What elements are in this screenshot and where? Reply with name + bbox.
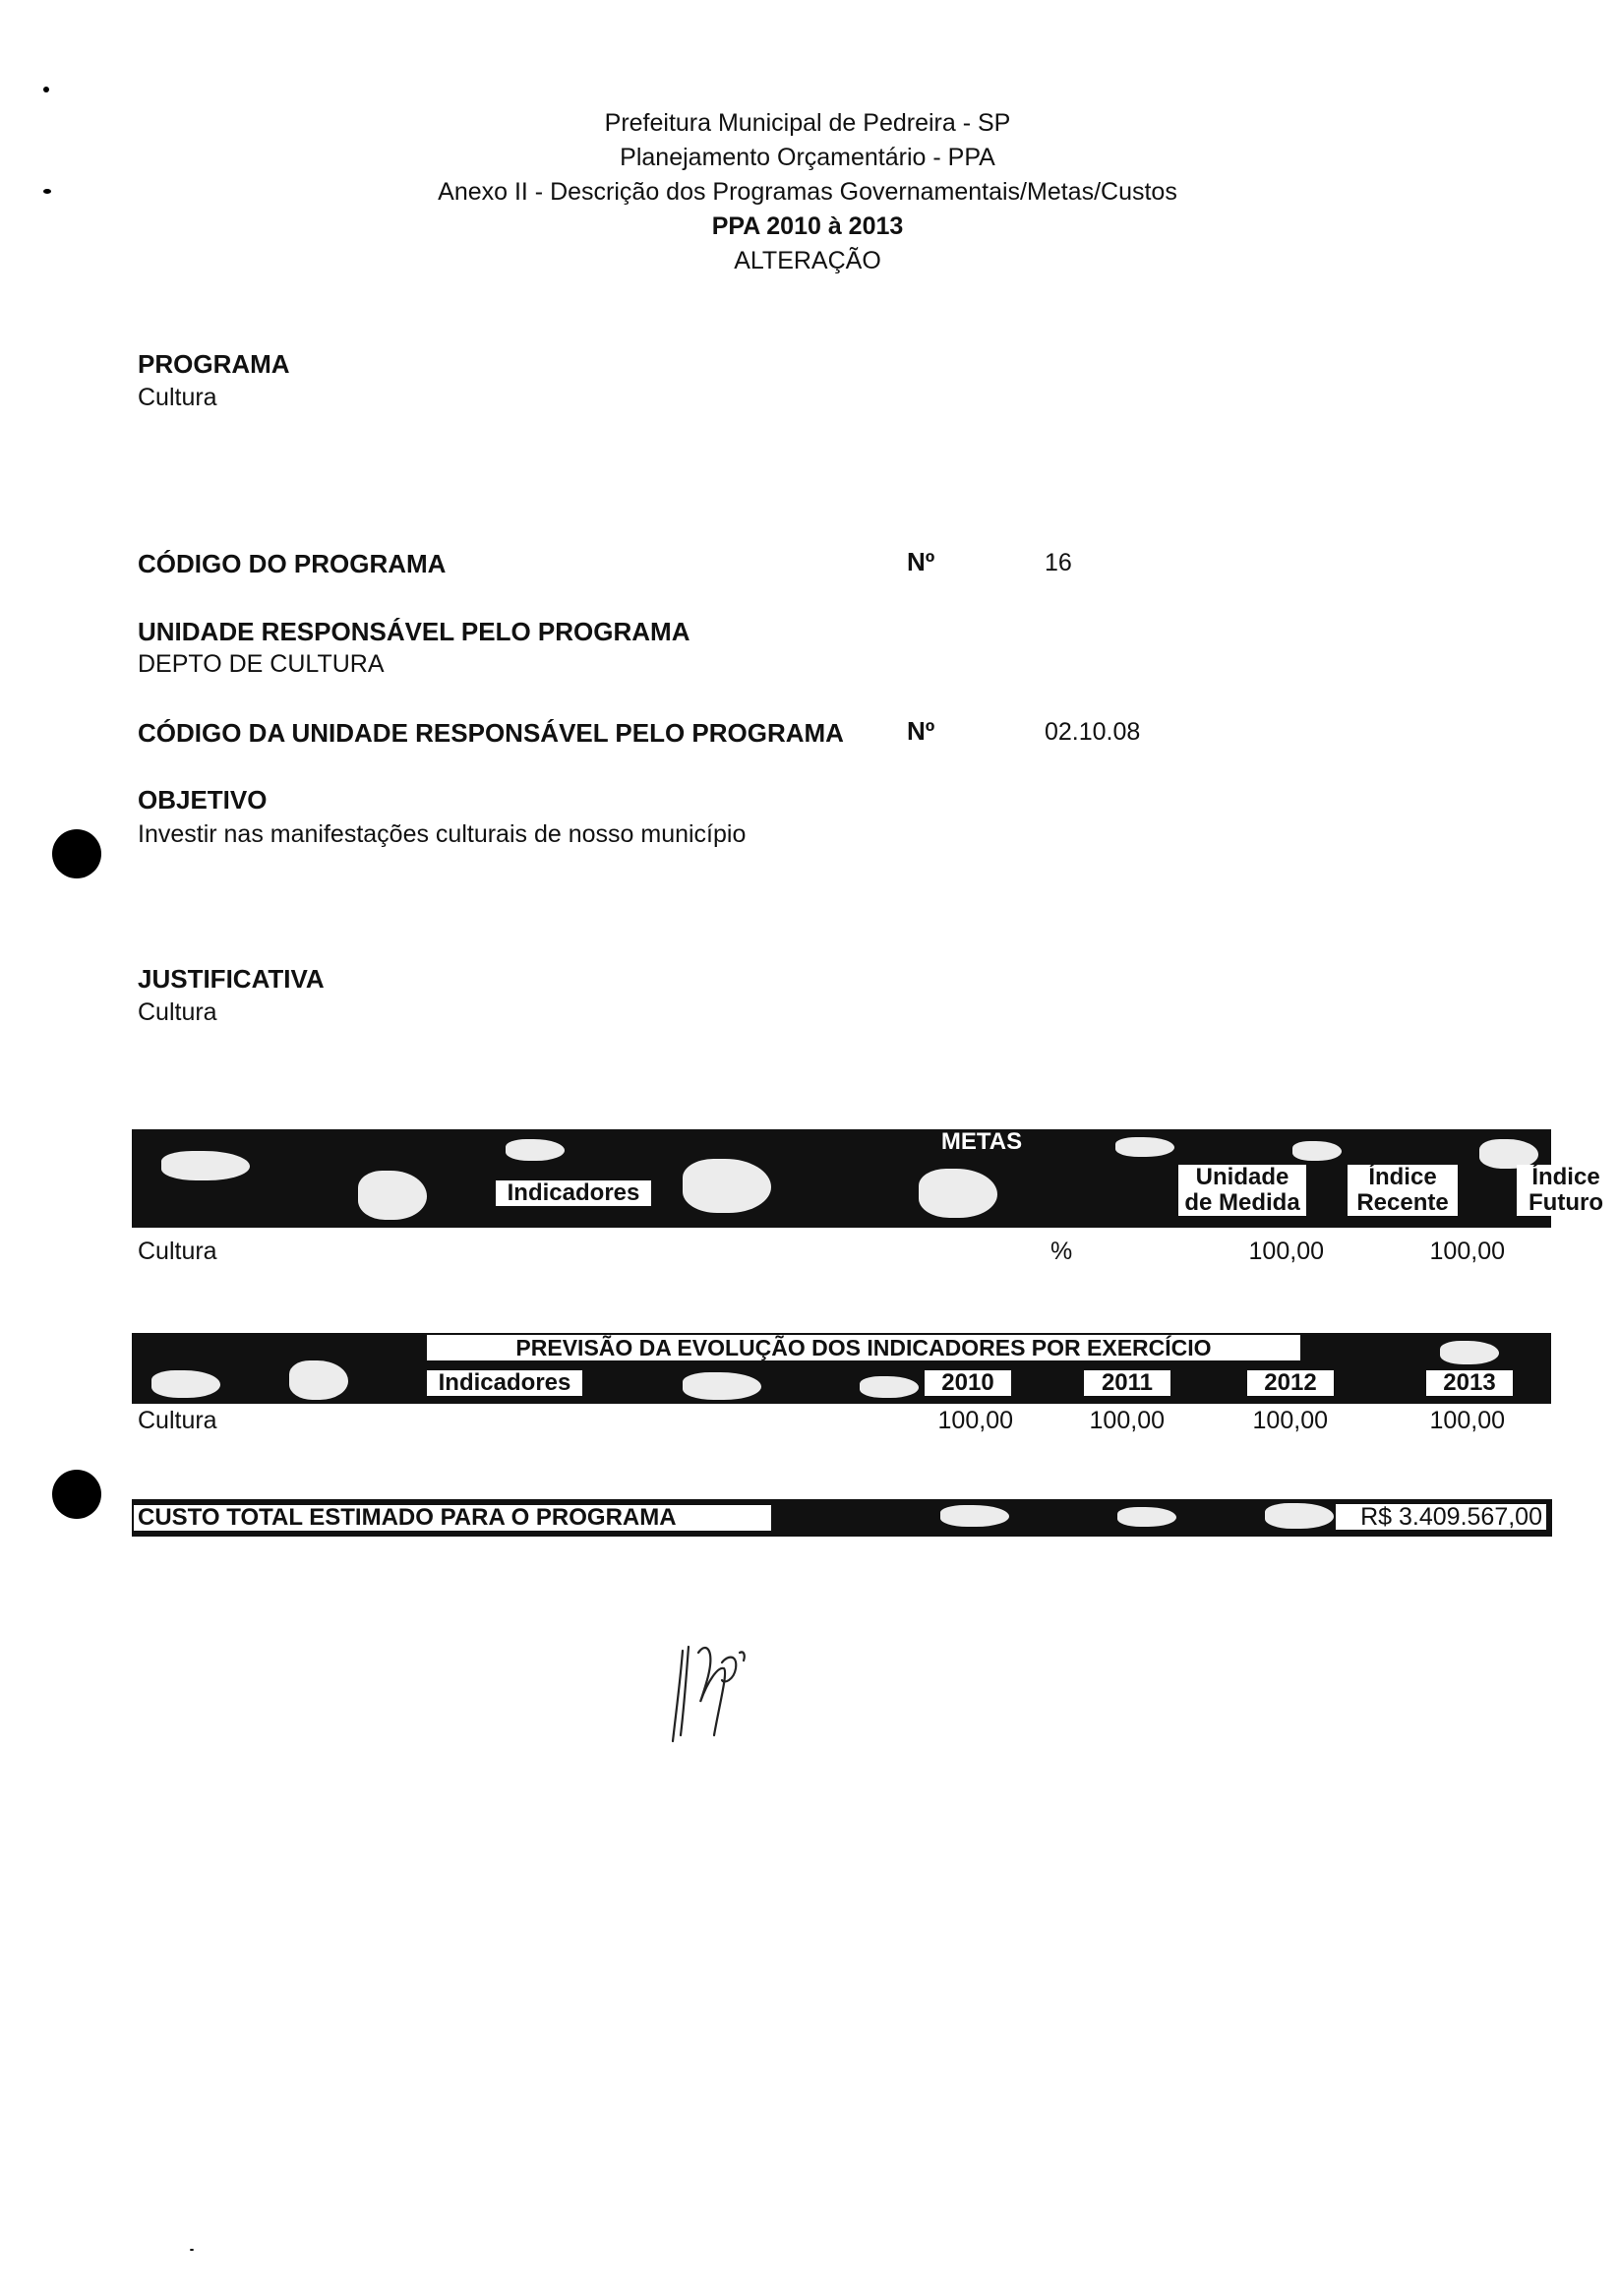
codigo-programa-label: CÓDIGO DO PROGRAMA <box>138 549 447 578</box>
scan-speck <box>190 2249 194 2251</box>
header-ppa-period: PPA 2010 à 2013 <box>711 212 904 240</box>
metas-col-indice-futuro: Índice Futuro <box>1513 1165 1619 1216</box>
punch-hole <box>52 1470 101 1519</box>
custo-total-label: CUSTO TOTAL ESTIMADO PARA O PROGRAMA <box>134 1505 771 1531</box>
header-status: ALTERAÇÃO <box>734 247 881 274</box>
previsao-row-2011: 100,00 <box>1089 1407 1165 1434</box>
codigo-unidade-no: Nº <box>907 716 935 746</box>
justificativa-value: Cultura <box>138 998 217 1026</box>
codigo-programa-value: 16 <box>1045 549 1072 576</box>
objetivo-label: OBJETIVO <box>138 785 268 815</box>
custo-total-value: R$ 3.409.567,00 <box>1336 1504 1546 1530</box>
header-municipality: Prefeitura Municipal de Pedreira - SP <box>604 109 1011 137</box>
metas-col-indicadores: Indicadores <box>496 1180 651 1206</box>
metas-table-header <box>132 1128 1603 1228</box>
codigo-unidade-label: CÓDIGO DA UNIDADE RESPONSÁVEL PELO PROGRAMA <box>138 718 844 748</box>
metas-row-indicador: Cultura <box>138 1238 217 1265</box>
programa-value: Cultura <box>138 384 217 411</box>
previsao-col-2013: 2013 <box>1426 1370 1513 1396</box>
unidade-label: UNIDADE RESPONSÁVEL PELO PROGRAMA <box>138 617 690 646</box>
programa-label: PROGRAMA <box>138 349 290 379</box>
codigo-unidade-value: 02.10.08 <box>1045 718 1141 746</box>
previsao-row-2013: 100,00 <box>1429 1407 1505 1434</box>
handwritten-signature <box>669 1633 777 1751</box>
previsao-row-2010: 100,00 <box>937 1407 1013 1434</box>
unidade-value: DEPTO DE CULTURA <box>138 650 385 678</box>
custo-total-bar <box>132 1499 1552 1537</box>
header-planning: Planejamento Orçamentário - PPA <box>620 144 995 171</box>
metas-row-futuro: 100,00 <box>1429 1238 1505 1265</box>
previsao-col-2011: 2011 <box>1084 1370 1170 1396</box>
previsao-col-2012: 2012 <box>1247 1370 1334 1396</box>
previsao-col-indicadores: Indicadores <box>427 1370 582 1396</box>
codigo-programa-no: Nº <box>907 547 935 576</box>
previsao-row-2012: 100,00 <box>1252 1407 1328 1434</box>
previsao-row-indicador: Cultura <box>138 1407 217 1434</box>
justificativa-label: JUSTIFICATIVA <box>138 964 325 994</box>
metas-col-unidade: Unidade de Medida <box>1174 1165 1310 1216</box>
objetivo-value: Investir nas manifestações culturais de nosso município <box>138 820 747 848</box>
metas-col-indice-recente: Índice Recente <box>1344 1165 1462 1216</box>
metas-row-unidade: % <box>1050 1238 1073 1265</box>
document-header <box>0 106 1615 278</box>
previsao-table-header <box>132 1333 1551 1404</box>
header-annex: Anexo II - Descrição dos Programas Governamentais/Metas/Custos <box>438 178 1177 206</box>
previsao-col-2010: 2010 <box>925 1370 1011 1396</box>
scan-speck <box>43 87 49 92</box>
metas-row-recente: 100,00 <box>1248 1238 1324 1265</box>
metas-title: METAS <box>940 1128 1023 1155</box>
punch-hole <box>52 829 101 878</box>
previsao-title: PREVISÃO DA EVOLUÇÃO DOS INDICADORES POR EXERCÍCIO <box>427 1335 1300 1360</box>
